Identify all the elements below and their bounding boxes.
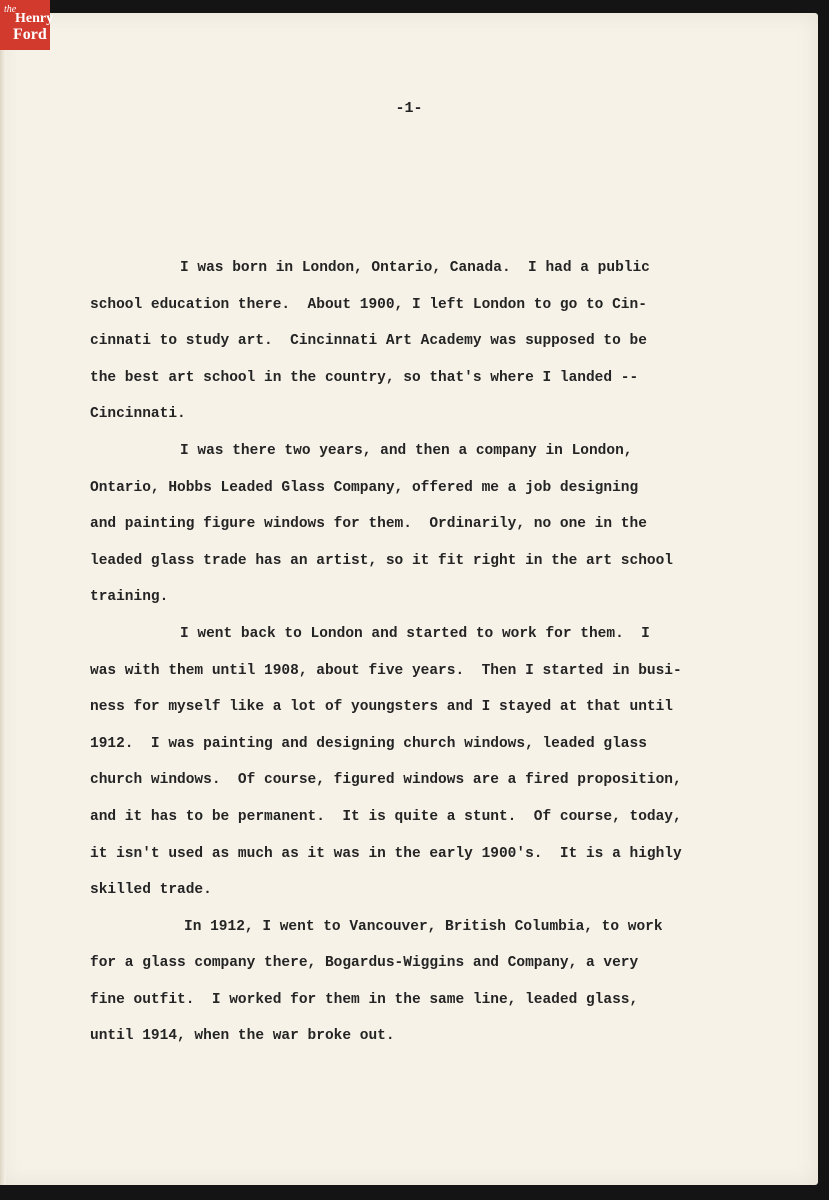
body-text: [90, 250, 730, 1055]
text-line: 1912. I was painting and designing church windows, leaded glass: [90, 735, 647, 752]
text-line: skilled trade.: [90, 882, 212, 899]
page-edge: [0, 13, 6, 1185]
text-line: until 1914, when the war broke out.: [90, 1028, 395, 1045]
text-line: leaded glass trade has an artist, so it fit right in the art school: [90, 552, 673, 569]
text-line: and it has to be permanent. It is quite a stunt. Of course, today,: [90, 808, 682, 825]
text-line: In 1912, I went to Vancouver, British Columbia, to work: [184, 918, 663, 935]
text-line: Ontario, Hobbs Leaded Glass Company, offered me a job designing: [90, 479, 639, 496]
text-line: school education there. About 1900, I left London to go to Cin-: [90, 296, 647, 313]
text-line: the best art school in the country, so that's where I landed --: [90, 369, 639, 386]
logo-text-henry: Henry: [15, 11, 54, 26]
text-line: and painting figure windows for them. Ordinarily, no one in the: [90, 516, 647, 533]
text-line: I went back to London and started to work for them. I: [180, 625, 650, 642]
text-line: I was there two years, and then a company in London,: [180, 442, 633, 459]
logo-text-the: the: [4, 4, 17, 15]
text-line: training.: [90, 589, 169, 606]
document-page: [0, 13, 818, 1185]
page-number: -1-: [395, 100, 423, 117]
logo-text-ford: Ford: [13, 26, 47, 43]
text-line: was with them until 1908, about five years. Then I started in busi-: [90, 662, 682, 679]
text-line: Cincinnati.: [90, 406, 186, 423]
henry-ford-logo: [0, 0, 54, 50]
text-line: I was born in London, Ontario, Canada. I had a public: [180, 260, 650, 276]
text-line: ness for myself like a lot of youngsters and I stayed at that until: [90, 699, 673, 716]
text-line: for a glass company there, Bogardus-Wiggins and Company, a very: [90, 955, 639, 972]
text-line: church windows. Of course, figured windows are a fired proposition,: [90, 772, 682, 789]
text-line: cinnati to study art. Cincinnati Art Academy was supposed to be: [90, 333, 647, 350]
text-line: it isn't used as much as it was in the early 1900's. It is a highly: [90, 845, 682, 862]
text-line: fine outfit. I worked for them in the same line, leaded glass,: [90, 991, 639, 1008]
